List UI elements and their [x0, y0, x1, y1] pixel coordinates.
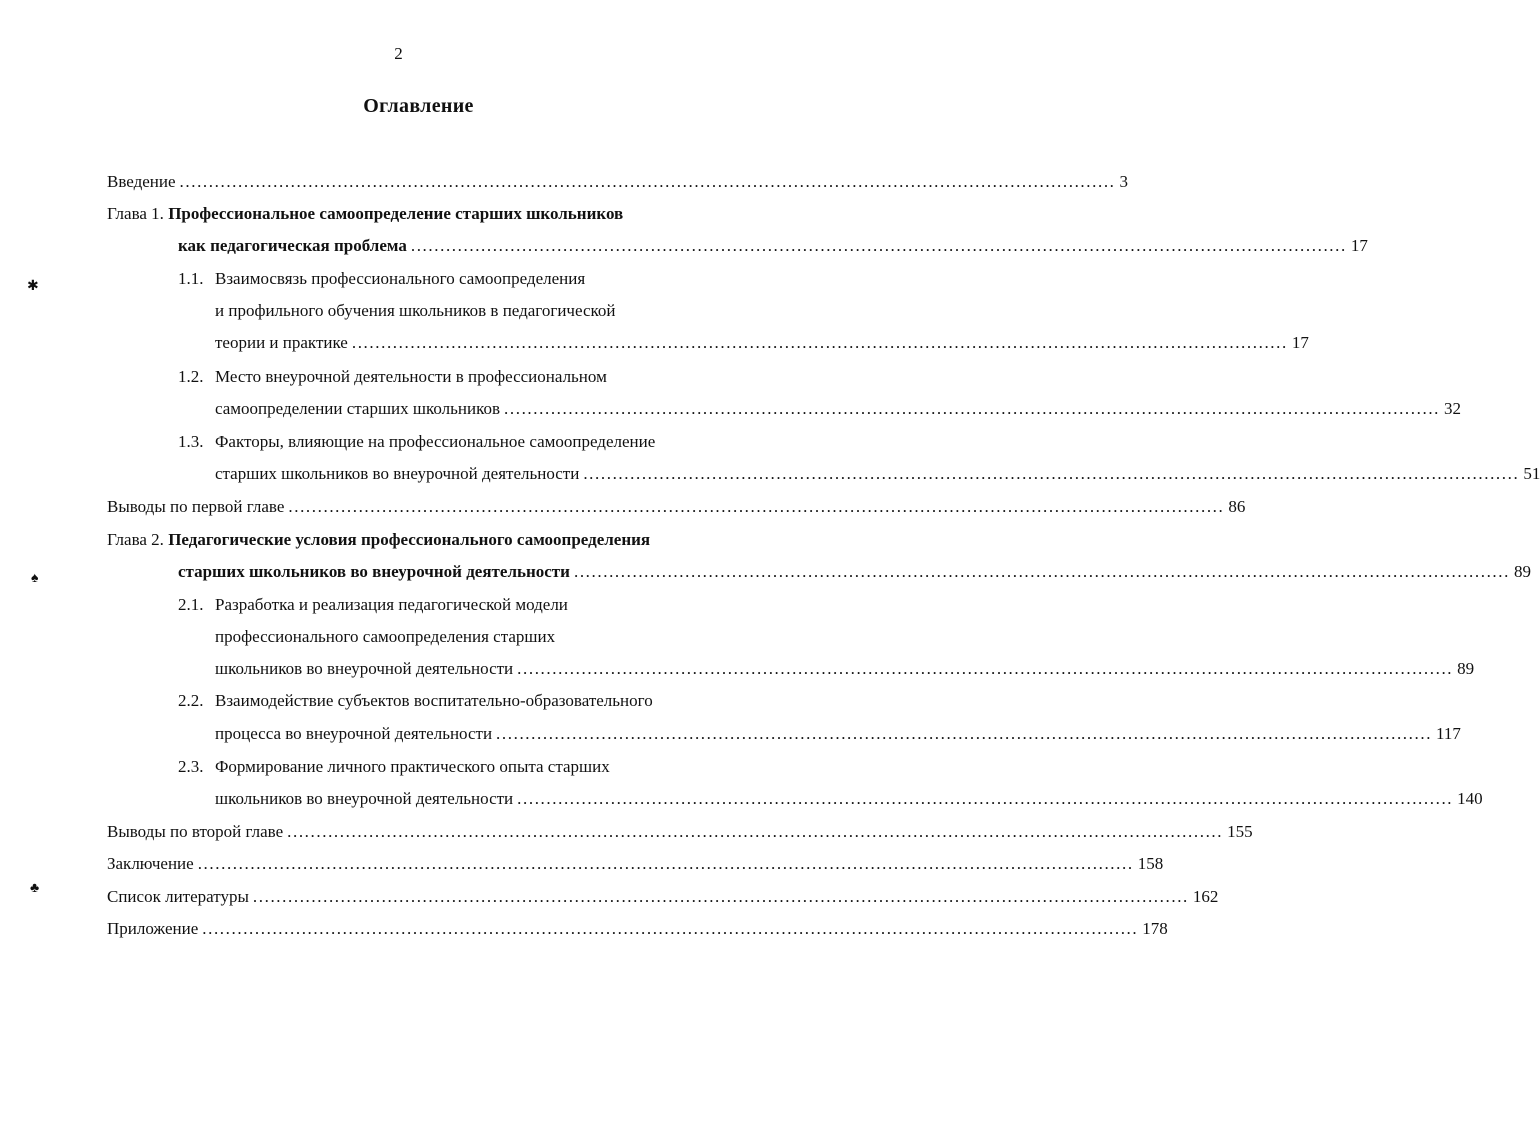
chapter-title-cont: старших школьников во внеурочной деятельности: [178, 562, 570, 581]
chapter-prefix: Глава 2.: [107, 530, 164, 549]
section-title-cont: теории и практике: [215, 333, 348, 352]
section-number: 1.2.: [178, 367, 204, 386]
toc-page-number: 89: [1513, 562, 1531, 581]
toc-entry-label: Приложение: [107, 919, 199, 938]
toc-page-number: 17: [1350, 236, 1368, 255]
toc-page-number: 158: [1137, 854, 1164, 873]
toc-entry-intro: [107, 172, 1129, 192]
toc-page-number: 32: [1444, 399, 1462, 418]
leader-dots: ................................................................................................................................................................: [288, 497, 1225, 516]
scan-mark-icon: ♠: [31, 571, 39, 586]
toc-entry-appendix: [107, 919, 1168, 939]
section-1-2-line2: [215, 399, 1462, 419]
section-number: 1.1.: [178, 269, 204, 288]
page-title: Оглавление: [363, 95, 474, 117]
toc-entry-conclusions-1: [107, 497, 1246, 517]
section-2-2-line1: Взаимодействие субъектов воспитательно-образовательного: [215, 691, 653, 710]
chapter-prefix: Глава 1.: [107, 204, 164, 223]
toc-page-number: 51: [1523, 464, 1540, 483]
toc-page-number: 86: [1228, 497, 1246, 516]
section-1-1-line2: и профильного обучения школьников в педагогической: [215, 301, 616, 320]
toc-entry-conclusions-2: [107, 822, 1253, 842]
leader-dots: ................................................................................................................................................................: [517, 789, 1454, 808]
leader-dots: ................................................................................................................................................................: [287, 822, 1224, 841]
toc-entry-conclusion: [107, 854, 1164, 874]
toc-page-number: 17: [1291, 333, 1309, 352]
section-title-cont: самоопределении старших школьников: [215, 399, 501, 418]
toc-chapter1-line2: [178, 236, 1368, 256]
section-1-3-line1: Факторы, влияющие на профессиональное самоопределение: [215, 432, 656, 451]
leader-dots: ................................................................................................................................................................: [351, 333, 1288, 352]
toc-page-number: 178: [1142, 919, 1168, 938]
leader-dots: ................................................................................................................................................................: [410, 236, 1347, 255]
section-1-3-line2: [215, 464, 1540, 484]
section-title-cont: школьников во внеурочной деятельности: [215, 789, 514, 808]
toc-entry-label: Введение: [107, 172, 176, 191]
section-title-cont: школьников во внеурочной деятельности: [215, 659, 514, 678]
leader-dots: ................................................................................................................................................................: [583, 464, 1520, 483]
page-number: 2: [394, 44, 403, 63]
section-2-1-line3: [215, 659, 1475, 679]
toc-entry-label: Выводы по первой главе: [107, 497, 285, 516]
leader-dots: ................................................................................................................................................................: [179, 172, 1116, 191]
toc-chapter2-line1: [107, 530, 650, 550]
toc-page-number: 3: [1119, 172, 1129, 191]
section-1-1-line3: [215, 333, 1309, 353]
section-number: 2.2.: [178, 691, 204, 710]
section-title-cont: старших школьников во внеурочной деятельности: [215, 464, 580, 483]
toc-entry-label: Список литературы: [107, 887, 249, 906]
leader-dots: ................................................................................................................................................................: [573, 562, 1510, 581]
toc-page-number: 162: [1192, 887, 1219, 906]
toc-page-number: 155: [1227, 822, 1253, 841]
scan-mark-icon: ♣: [30, 881, 40, 896]
section-number: 2.1.: [178, 595, 204, 614]
toc-entry-label: Заключение: [107, 854, 194, 873]
leader-dots: ................................................................................................................................................................: [252, 887, 1189, 906]
chapter-title: Профессиональное самоопределение старших школьников: [168, 204, 624, 223]
toc-entry-label: Выводы по второй главе: [107, 822, 284, 841]
toc-page-number: 140: [1457, 789, 1483, 808]
leader-dots: ................................................................................................................................................................: [197, 854, 1134, 873]
leader-dots: ................................................................................................................................................................: [517, 659, 1454, 678]
section-1-1-line1: Взаимосвязь профессионального самоопределения: [215, 269, 586, 288]
section-2-1-line2: профессионального самоопределения старших: [215, 627, 556, 646]
chapter-title: Педагогические условия профессионального самоопределения: [168, 530, 651, 549]
leader-dots: ................................................................................................................................................................: [202, 919, 1139, 938]
section-2-2-line2: [215, 724, 1461, 744]
section-2-1-line1: Разработка и реализация педагогической модели: [215, 595, 568, 614]
toc-chapter1-line1: [107, 204, 623, 224]
section-2-3-line2: [215, 789, 1483, 809]
section-1-2-line1: Место внеурочной деятельности в профессиональном: [215, 367, 607, 386]
section-2-3-line1: Формирование личного практического опыта старших: [215, 757, 610, 776]
toc-chapter2-line2: [178, 562, 1531, 582]
chapter-title-cont: как педагогическая проблема: [178, 236, 407, 255]
section-number: 2.3.: [178, 757, 204, 776]
toc-page-number: 117: [1436, 724, 1461, 743]
leader-dots: ................................................................................................................................................................: [496, 724, 1433, 743]
leader-dots: ................................................................................................................................................................: [504, 399, 1441, 418]
toc-page-number: 89: [1457, 659, 1475, 678]
scan-mark-icon: ✱: [27, 279, 39, 294]
section-title-cont: процесса во внеурочной деятельности: [215, 724, 493, 743]
toc-entry-references: [107, 887, 1219, 907]
section-number: 1.3.: [178, 432, 204, 451]
